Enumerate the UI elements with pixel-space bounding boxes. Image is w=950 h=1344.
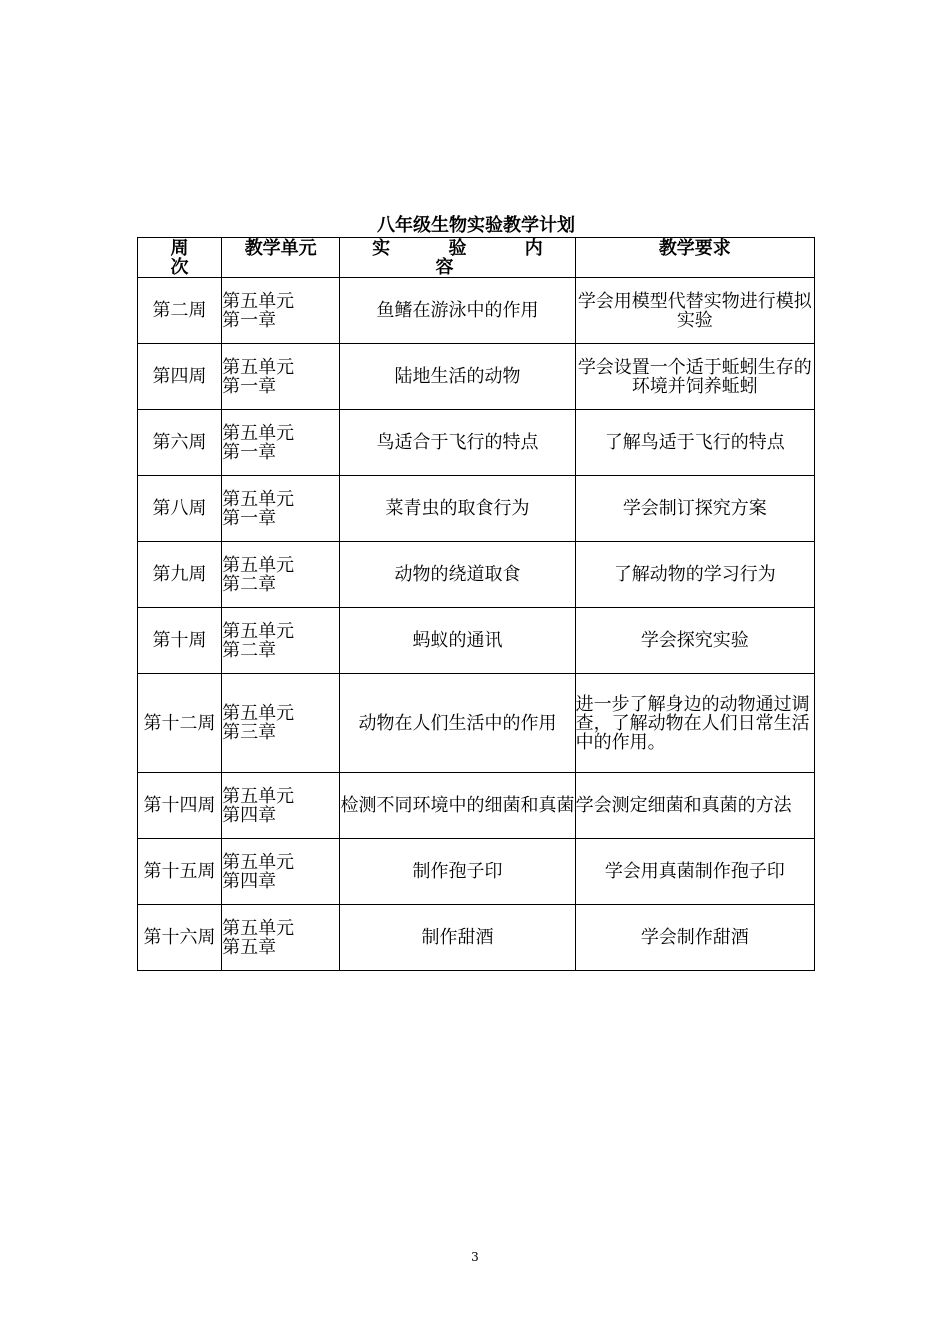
content-cell: 陆地生活的动物 [340,344,575,410]
requirement-cell: 学会制订探究方案 [575,476,814,542]
content-cell: 动物在人们生活中的作用 [340,674,575,773]
content-cell: 制作孢子印 [340,839,575,905]
header-unit: 教学单元 [222,238,340,278]
unit-cell: 第五单元 第五章 [222,905,340,971]
content-cell: 鸟适合于飞行的特点 [340,410,575,476]
unit-cell: 第五单元 第一章 [222,410,340,476]
week-cell: 第六周 [138,410,222,476]
unit-cell: 第五单元 第四章 [222,773,340,839]
table-row [138,674,815,773]
table-row [138,410,815,476]
unit-cell: 第五单元 第二章 [222,608,340,674]
requirement-cell: 学会设置一个适于蚯蚓生存的环境并饲养蚯蚓 [575,344,814,410]
unit-cell: 第五单元 第一章 [222,344,340,410]
table-row [138,905,815,971]
header-content: 实 验 内 容 [340,238,575,278]
content-cell: 制作甜酒 [340,905,575,971]
content-cell: 鱼鳍在游泳中的作用 [340,278,575,344]
table-row [138,344,815,410]
week-cell: 第十四周 [138,773,222,839]
requirement-cell: 了解动物的学习行为 [575,542,814,608]
page-number: 3 [471,1250,479,1264]
header-requirement: 教学要求 [575,238,814,278]
content-cell: 菜青虫的取食行为 [340,476,575,542]
page-title: 八年级生物实验教学计划 [377,215,575,236]
requirement-cell: 学会探究实验 [575,608,814,674]
week-cell: 第二周 [138,278,222,344]
week-cell: 第十五周 [138,839,222,905]
table-header-row [138,238,815,278]
requirement-cell: 学会用真菌制作孢子印 [575,839,814,905]
week-cell: 第十二周 [138,674,222,773]
unit-cell: 第五单元 第一章 [222,476,340,542]
table-row [138,608,815,674]
header-week: 周 次 [138,238,222,278]
table-row [138,476,815,542]
unit-cell: 第五单元 第二章 [222,542,340,608]
unit-cell: 第五单元 第四章 [222,839,340,905]
table-row [138,542,815,608]
unit-cell: 第五单元 第一章 [222,278,340,344]
table-row [138,839,815,905]
unit-cell: 第五单元 第三章 [222,674,340,773]
week-cell: 第十六周 [138,905,222,971]
week-cell: 第九周 [138,542,222,608]
content-cell: 蚂蚁的通讯 [340,608,575,674]
table-row [138,278,815,344]
content-cell: 检测不同环境中的细菌和真菌 [340,773,575,839]
week-cell: 第十周 [138,608,222,674]
week-cell: 第八周 [138,476,222,542]
requirement-cell: 学会测定细菌和真菌的方法 [575,773,814,839]
week-cell: 第四周 [138,344,222,410]
table-row [138,773,815,839]
teaching-plan-table [137,237,815,971]
requirement-cell: 学会制作甜酒 [575,905,814,971]
requirement-cell: 进一步了解身边的动物通过调查，了解动物在人们日常生活中的作用。 [575,674,814,773]
requirement-cell: 了解鸟适于飞行的特点 [575,410,814,476]
content-cell: 动物的绕道取食 [340,542,575,608]
requirement-cell: 学会用模型代替实物进行模拟实验 [575,278,814,344]
